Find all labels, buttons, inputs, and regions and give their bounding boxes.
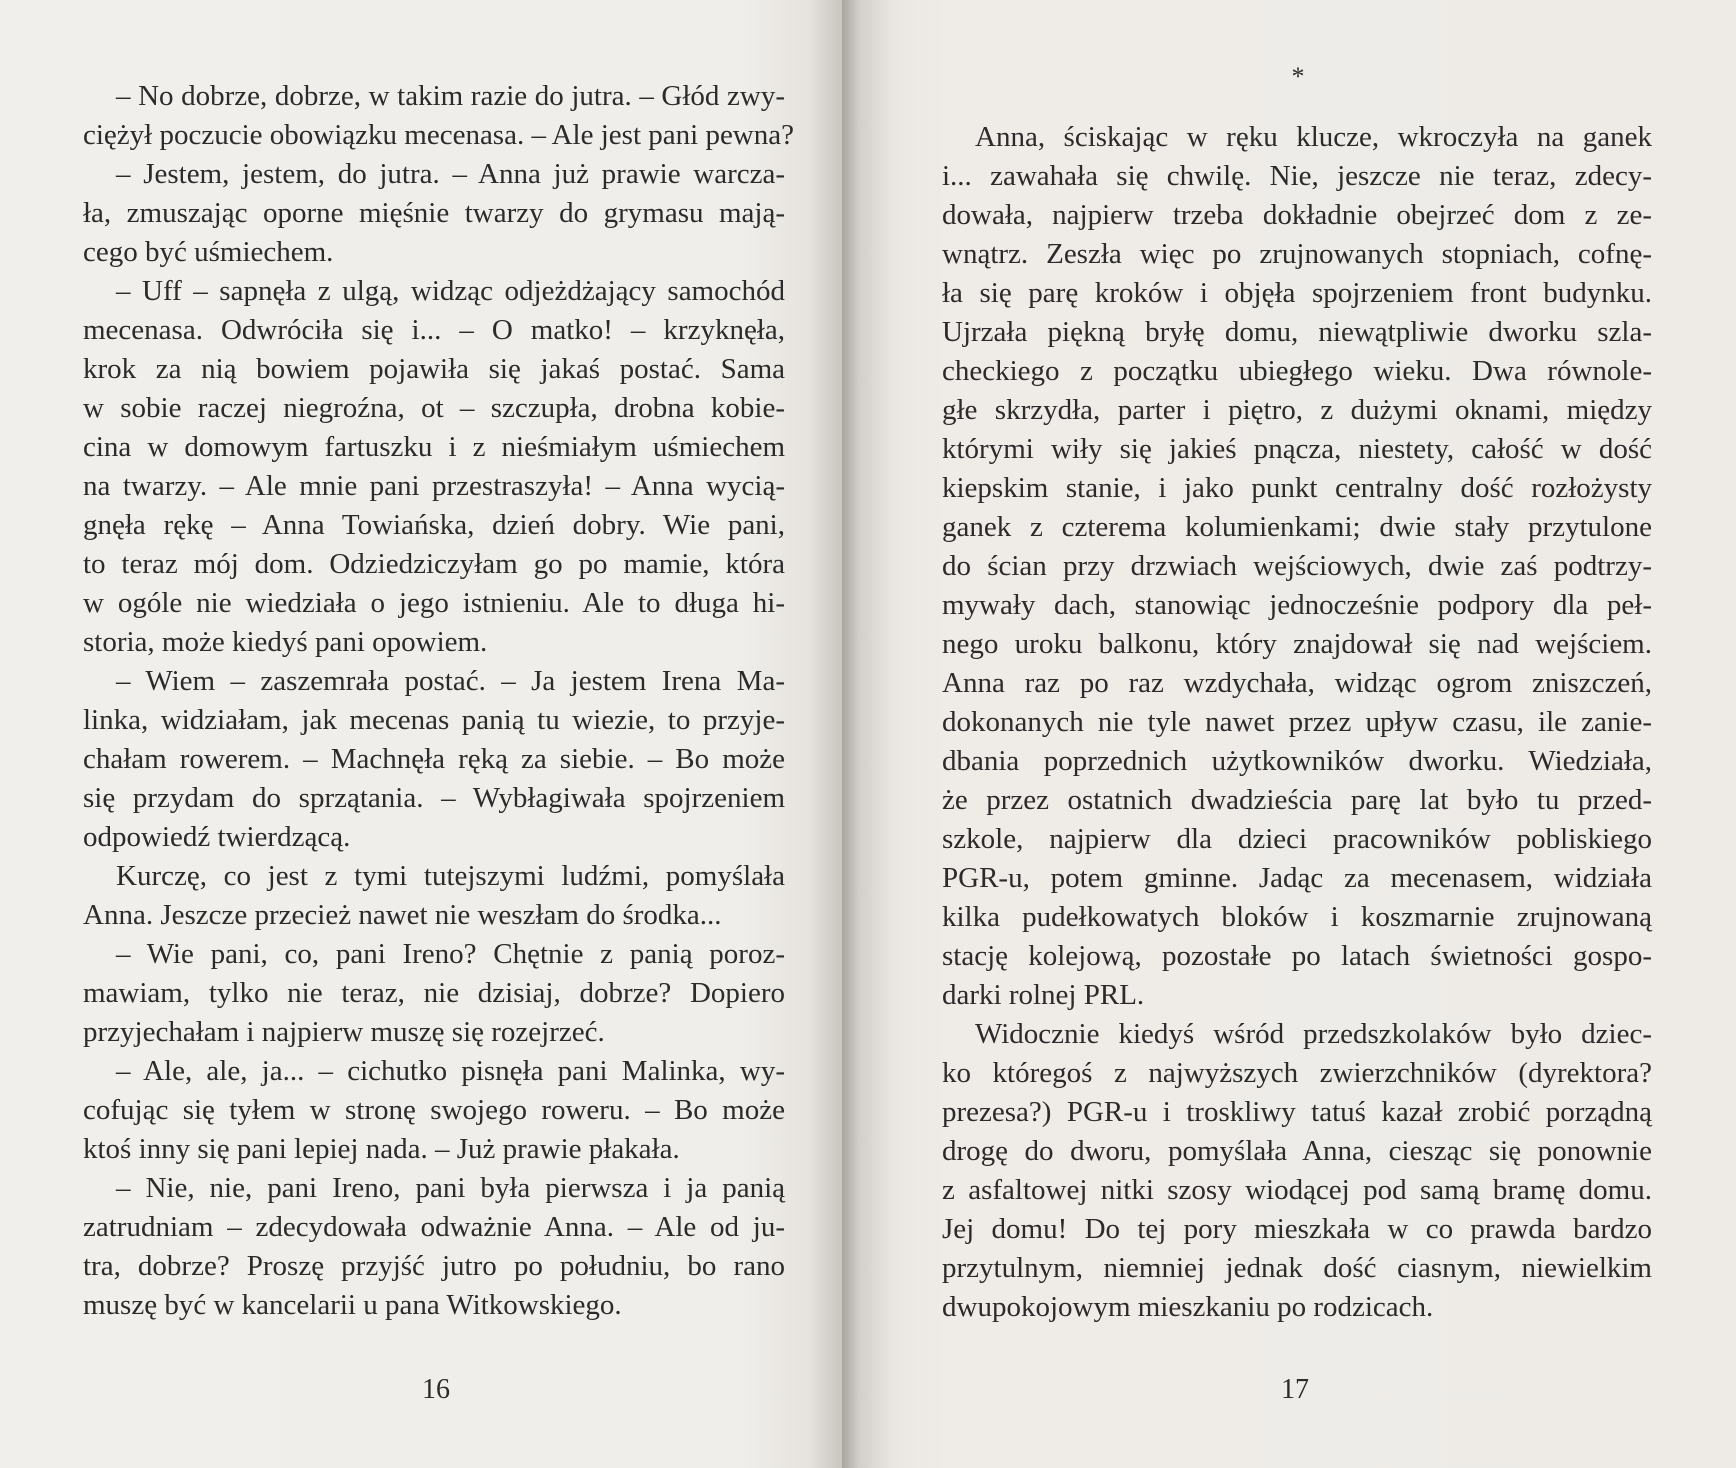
text-line: storia, może kiedyś pani opowiem. — [83, 626, 488, 658]
text-line: Kurczę, co jest z tymi tutejszymi ludźmi, pomyślała — [116, 860, 785, 892]
text-line: Anna. Jeszcze przecież nawet nie weszłam do środka... — [83, 899, 722, 931]
text-line: chałam rowerem. – Machnęła ręką za siebie. – Bo może — [83, 743, 785, 775]
text-line: – Wiem – zaszemrała postać. – Ja jestem Irena Ma- — [116, 665, 785, 697]
text-line: cina w domowym fartuszku i z nieśmiałym uśmiechem — [83, 431, 785, 463]
page-number-right: 17 — [1281, 1374, 1309, 1405]
text-line: darki rolnej PRL. — [942, 979, 1145, 1011]
text-line: przyjechałam i najpierw muszę się rozejrzeć. — [83, 1016, 605, 1048]
text-line: i... zawahała się chwilę. Nie, jeszcze nie teraz, zdecy- — [942, 160, 1652, 192]
text-line: – Nie, nie, pani Ireno, pani była pierwsza i ja panią — [116, 1172, 785, 1204]
text-line: krok za nią bowiem pojawiła się jakaś postać. Sama — [83, 353, 785, 385]
text-line: dowała, najpierw trzeba dokładnie obejrzeć dom z ze- — [942, 199, 1652, 231]
text-line: – Ale, ale, ja... – cichutko pisnęła pani Malinka, wy- — [116, 1055, 785, 1087]
text-line: stację kolejową, pozostałe po latach świetności gospo- — [942, 940, 1652, 972]
page-number-left: 16 — [422, 1374, 450, 1405]
right-page — [842, 0, 1736, 1468]
text-line: Jej domu! Do tej pory mieszkała w co prawda bardzo — [942, 1213, 1652, 1245]
text-line: ko któregoś z najwyższych zwierzchników (dyrektora? — [942, 1057, 1652, 1089]
text-line: na twarzy. – Ale mnie pani przestraszyła! – Anna wycią- — [83, 470, 785, 502]
left-page — [0, 0, 842, 1468]
text-line: prezesa?) PGR-u i troskliwy tatuś kazał zrobić porządną — [942, 1096, 1652, 1128]
text-line: szkole, najpierw dla dzieci pracowników pobliskiego — [942, 823, 1652, 855]
text-line: drogę do dworu, pomyślała Anna, ciesząc się ponownie — [942, 1135, 1652, 1167]
section-break-asterisk: * — [1291, 62, 1305, 91]
text-line: dbania poprzednich użytkowników dworku. Wiedziała, — [942, 745, 1652, 777]
text-line: cofując się tyłem w stronę swojego roweru. – Bo może — [83, 1094, 785, 1126]
text-line: ła się parę kroków i objęła spojrzeniem front budynku. — [942, 277, 1652, 309]
text-line: PGR-u, potem gminne. Jadąc za mecenasem, widziała — [942, 862, 1652, 894]
text-line: zatrudniam – zdecydowała odważnie Anna. – Ale od ju- — [83, 1211, 785, 1243]
text-line: muszę być w kancelarii u pana Witkowskiego. — [83, 1289, 622, 1321]
text-line: mywały dach, stanowiąc jednocześnie podpory dla peł- — [942, 589, 1652, 621]
text-line: ktoś inny się pani lepiej nada. – Już prawie płakała. — [83, 1133, 680, 1165]
text-line: Anna raz po raz wzdychała, widząc ogrom zniszczeń, — [942, 667, 1652, 699]
text-line: Widocznie kiedyś wśród przedszkolaków było dziec- — [975, 1018, 1652, 1050]
text-line: nego uroku balkonu, który znajdował się nad wejściem. — [942, 628, 1652, 660]
text-line: mecenasa. Odwróciła się i... – O matko! – krzyknęła, — [83, 314, 785, 346]
text-line: tra, dobrze? Proszę przyjść jutro po południu, bo rano — [83, 1250, 785, 1282]
text-line: – No dobrze, dobrze, w takim razie do jutra. – Głód zwy- — [116, 80, 785, 112]
text-line: ła, zmuszając oporne mięśnie twarzy do grymasu mają- — [83, 197, 785, 229]
text-line: ciężył poczucie obowiązku mecenasa. – Ale jest pani pewna? — [83, 119, 794, 151]
text-line: gnęła rękę – Anna Towiańska, dzień dobry. Wie pani, — [83, 509, 785, 541]
text-line: dwupokojowym mieszkaniu po rodzicach. — [942, 1291, 1434, 1323]
text-line: – Uff – sapnęła z ulgą, widząc odjeżdżający samochód — [116, 275, 785, 307]
text-line: do ścian przy drzwiach wejściowych, dwie zaś podtrzy- — [942, 550, 1652, 582]
text-line: w ogóle nie wiedziała o jego istnieniu. Ale to długa hi- — [83, 587, 785, 619]
text-line: z asfaltowej nitki szosy wiodącej pod samą bramę domu. — [942, 1174, 1652, 1206]
text-line: odpowiedź twierdzącą. — [83, 821, 351, 853]
text-line: Anna, ściskając w ręku klucze, wkroczyła na ganek — [975, 121, 1652, 153]
text-line: wnątrz. Zeszła więc po zrujnowanych stopniach, cofnę- — [942, 238, 1652, 270]
text-line: mawiam, tylko nie teraz, nie dzisiaj, dobrze? Dopiero — [83, 977, 785, 1009]
text-line: się przydam do sprzątania. – Wybłagiwała spojrzeniem — [83, 782, 785, 814]
left-page-text — [83, 77, 794, 1325]
text-line: głe skrzydła, parter i piętro, z dużymi oknami, między — [942, 394, 1652, 426]
right-page-text — [942, 118, 1652, 1327]
text-line: ganek z czterema kolumienkami; dwie stały przytulone — [942, 511, 1652, 543]
text-line: cego być uśmiechem. — [83, 236, 334, 268]
text-line: – Jestem, jestem, do jutra. – Anna już prawie warcza- — [116, 158, 785, 190]
text-line: dokonanych nie tyle nawet przez upływ czasu, ile zanie- — [942, 706, 1652, 738]
text-line: że przez ostatnich dwadzieścia parę lat było tu przed- — [942, 784, 1652, 816]
text-line: przytulnym, niemniej jednak dość ciasnym, niewielkim — [942, 1252, 1652, 1284]
text-line: którymi wiły się jakieś pnącza, niestety, całość w dość — [942, 433, 1652, 465]
text-line: checkiego z początku ubiegłego wieku. Dwa równole- — [942, 355, 1652, 387]
text-line: kiepskim stanie, i jako punkt centralny dość rozłożysty — [942, 472, 1652, 504]
text-line: – Wie pani, co, pani Ireno? Chętnie z panią poroz- — [116, 938, 785, 970]
text-line: kilka pudełkowatych bloków i koszmarnie zrujnowaną — [942, 901, 1652, 933]
text-line: w sobie raczej niegroźna, ot – szczupła, drobna kobie- — [83, 392, 785, 424]
text-line: linka, widziałam, jak mecenas panią tu wiezie, to przyje- — [83, 704, 785, 736]
text-line: Ujrzała piękną bryłę domu, niewątpliwie dworku szla- — [942, 316, 1652, 348]
text-line: to teraz mój dom. Odziedziczyłam go po mamie, która — [83, 548, 785, 580]
